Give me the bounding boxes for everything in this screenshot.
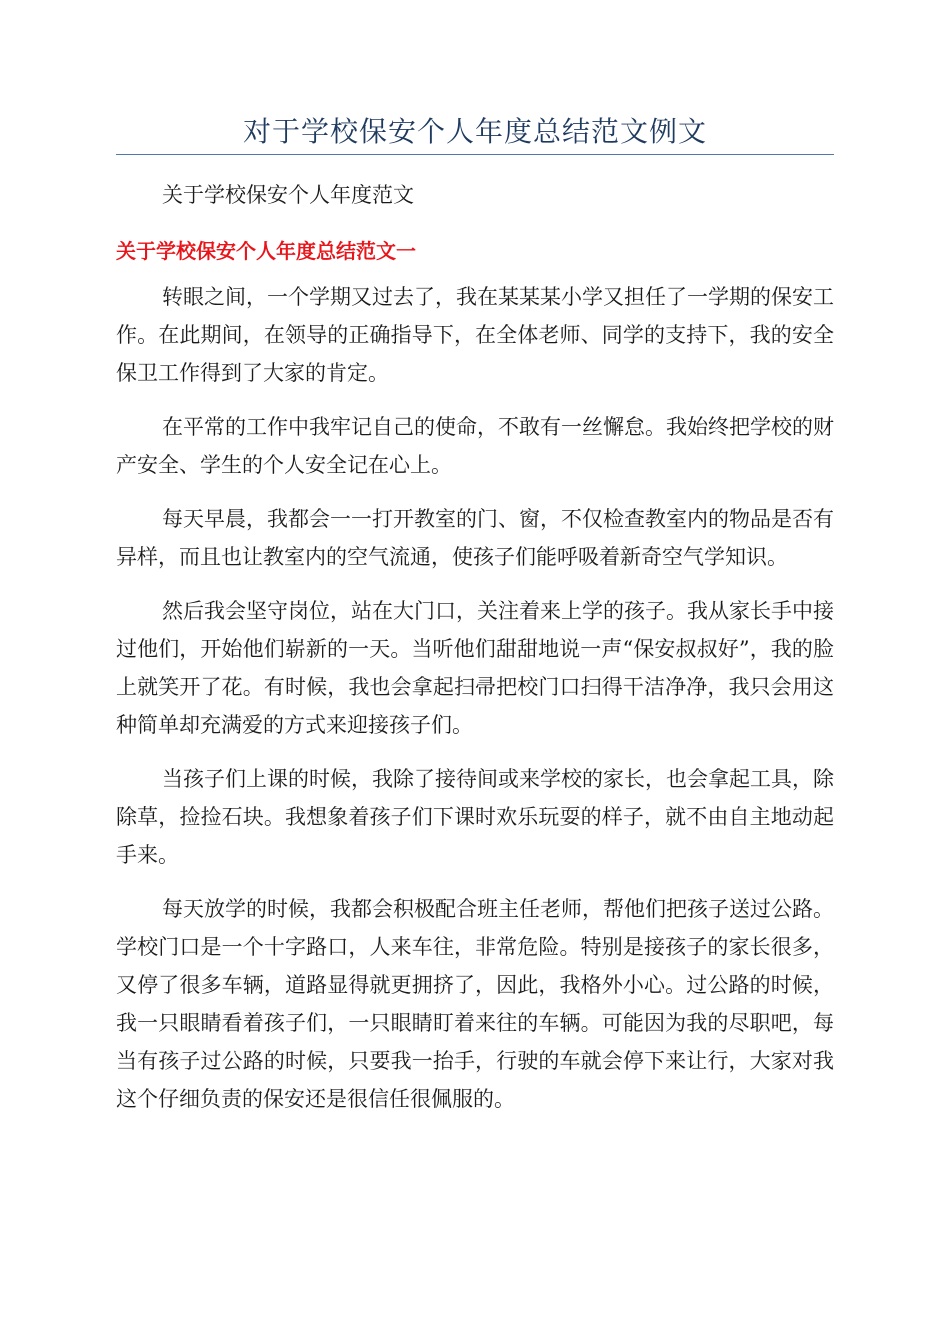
paragraph: 每天早晨，我都会一一打开教室的门、窗，不仅检查教室内的物品是否有异样，而且也让教室内的空气流通，使孩子们能呼吸着新奇空气学知识。 — [116, 507, 834, 569]
paragraph: 转眼之间，一个学期又过去了，我在某某某小学又担任了一学期的保安工作。在此期间，在领导的正确指导下，在全体老师、同学的支持下，我的安全保卫工作得到了大家的肯定。 — [116, 285, 834, 385]
section-heading: 关于学校保安个人年度总结范文一 — [116, 239, 416, 263]
paragraph: 每天放学的时候，我都会积极配合班主任老师，帮他们把孩子送过公路。学校门口是一个十字路口，人来车往，非常危险。特别是接孩子的家长很多，又停了很多车辆，道路显得就更拥挤了，因此，我格外小心。过公路的时候，我一只眼睛看着孩子们，一只眼睛盯着来往的车辆。可能因为我的尽职吧，每当有孩子过公路的时候，只要我一抬手，行驶的车就会停下来让行，大家对我这个仔细负责的保安还是很信任很佩服的。 — [116, 897, 834, 1111]
document-subtitle: 关于学校保安个人年度范文 — [162, 183, 414, 207]
paragraph: 当孩子们上课的时候，我除了接待间或来学校的家长，也会拿起工具，除除草，捡捡石块。我想象着孩子们下课时欢乐玩耍的样子，就不由自主地动起手来。 — [116, 767, 834, 867]
document-title: 对于学校保安个人年度总结范文例文 — [242, 115, 707, 148]
paragraph: 在平常的工作中我牢记自己的使命，不敢有一丝懈怠。我始终把学校的财产安全、学生的个人安全记在心上。 — [116, 415, 834, 477]
document-body — [116, 176, 834, 1134]
title-divider — [116, 154, 834, 155]
paragraph: 然后我会坚守岗位，站在大门口，关注着来上学的孩子。我从家长手中接过他们，开始他们崭新的一天。当听他们甜甜地说一声“保安叔叔好”，我的脸上就笑开了花。有时候，我也会拿起扫帚把校门口扫得干洁净净，我只会用这种简单却充满爱的方式来迎接孩子们。 — [116, 599, 834, 737]
